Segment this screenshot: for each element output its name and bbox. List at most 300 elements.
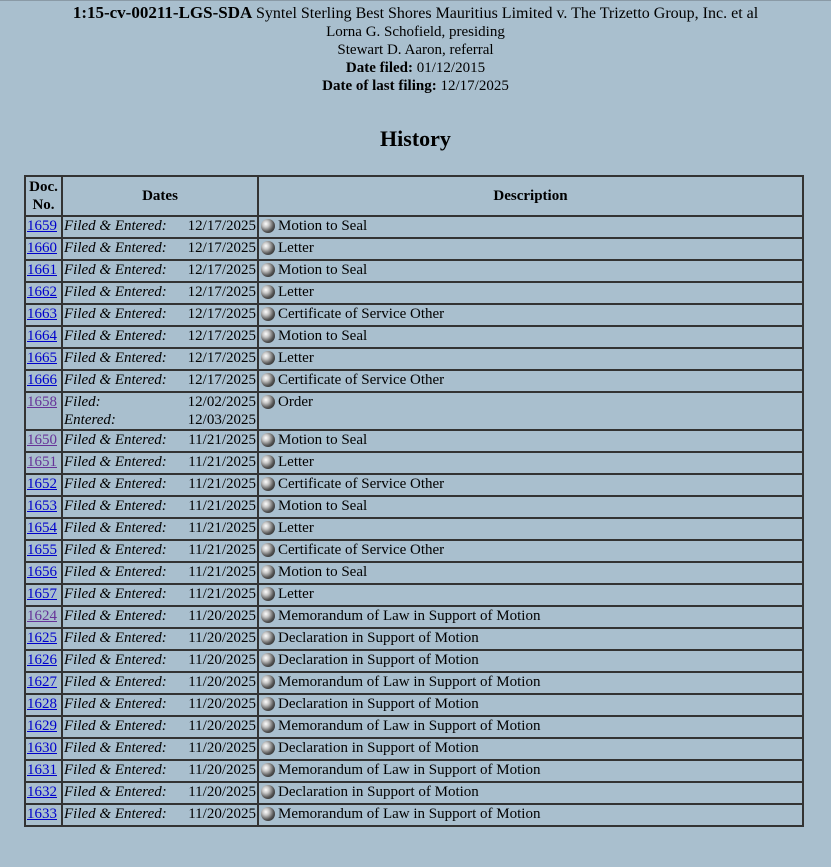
date-value: 12/17/2025 [187,350,256,366]
date-line [64,695,256,713]
doc-number-cell [25,782,62,804]
date-label: Filed & Entered: [64,740,167,756]
doc-number-cell [25,540,62,562]
date-value: 11/21/2025 [188,432,256,448]
table-row [25,216,803,238]
date-line [64,431,256,449]
dates-cell [62,304,258,326]
description-text: Declaration in Support of Motion [278,696,479,712]
date-value: 12/17/2025 [187,284,256,300]
doc-number-cell [25,392,62,430]
description-text: Letter [278,454,314,470]
header-description: Description [258,176,803,216]
dates-cell [62,628,258,650]
description-cell [258,672,803,694]
description-cell [258,348,803,370]
dates-cell [62,672,258,694]
globe-icon[interactable] [261,675,275,689]
dates-cell [62,738,258,760]
doc-number-link[interactable]: 1664 [27,328,57,344]
dates-cell [62,260,258,282]
header-doc-no-line1: Doc. [29,179,58,195]
doc-number-link[interactable]: 1632 [27,784,57,800]
description-text: Declaration in Support of Motion [278,784,479,800]
table-row [25,562,803,584]
doc-number-link[interactable]: 1627 [27,674,57,690]
doc-number-cell [25,694,62,716]
date-line [64,805,256,823]
date-label: Filed & Entered: [64,564,167,580]
date-label: Filed & Entered: [64,806,167,822]
date-filed-label: Date filed: [345,60,413,76]
doc-number-link[interactable]: 1625 [27,630,57,646]
date-value: 12/17/2025 [187,218,256,234]
description-cell [258,282,803,304]
description-cell [258,496,803,518]
globe-icon[interactable] [261,351,275,365]
doc-number-cell [25,672,62,694]
table-row [25,326,803,348]
date-label: Filed: [64,394,101,410]
history-heading: History [380,126,451,151]
doc-number-cell [25,606,62,628]
doc-number-link[interactable]: 1652 [27,476,57,492]
table-row [25,430,803,452]
description-text: Declaration in Support of Motion [278,740,479,756]
description-text: Certificate of Service Other [278,476,445,492]
description-cell [258,650,803,672]
doc-number-cell [25,238,62,260]
date-value: 11/21/2025 [188,454,256,470]
description-cell [258,782,803,804]
doc-number-link[interactable]: 1630 [27,740,57,756]
table-row [25,348,803,370]
date-value: 11/20/2025 [188,630,256,646]
globe-icon[interactable] [261,763,275,777]
description-content [260,283,801,301]
description-content [260,349,801,367]
doc-number-link[interactable]: 1660 [27,240,57,256]
description-cell [258,562,803,584]
date-line [64,783,256,801]
description-text: Letter [278,520,314,536]
date-line [64,607,256,625]
date-value: 11/20/2025 [188,806,256,822]
date-line [64,239,256,257]
table-row [25,496,803,518]
table-row [25,628,803,650]
date-value: 11/20/2025 [188,784,256,800]
globe-icon[interactable] [261,609,275,623]
date-label: Filed & Entered: [64,372,167,388]
globe-icon[interactable] [261,219,275,233]
date-label: Filed & Entered: [64,218,167,234]
dates-cell [62,216,258,238]
dates-cell [62,804,258,826]
table-row [25,738,803,760]
date-label: Filed & Entered: [64,630,167,646]
date-line [64,761,256,779]
dates-cell [62,452,258,474]
doc-number-link[interactable]: 1650 [27,432,57,448]
doc-number-link[interactable]: 1662 [27,284,57,300]
description-content [260,717,801,735]
globe-icon[interactable] [261,785,275,799]
dates-cell [62,606,258,628]
doc-number-link[interactable]: 1624 [27,608,57,624]
table-row [25,782,803,804]
date-line [64,629,256,647]
description-cell [258,238,803,260]
date-label: Filed & Entered: [64,476,167,492]
doc-number-cell [25,260,62,282]
date-line [64,563,256,581]
date-last-filing-value: 12/17/2025 [440,78,509,94]
doc-number-cell [25,326,62,348]
doc-number-cell [25,348,62,370]
description-content [260,475,801,493]
date-value: 12/02/2025 [187,394,256,410]
dates-cell [62,326,258,348]
case-line [0,4,831,23]
doc-number-link[interactable]: 1653 [27,498,57,514]
case-number: 1:15-cv-00211-LGS-SDA [72,3,253,22]
date-label: Entered: [64,412,116,428]
header-doc-no [25,176,62,216]
header-dates: Dates [62,176,258,216]
doc-number-link[interactable]: 1626 [27,652,57,668]
date-label: Filed & Entered: [64,542,167,558]
docket-table [24,175,804,827]
date-label: Filed & Entered: [64,306,167,322]
description-text: Motion to Seal [278,328,368,344]
description-text: Motion to Seal [278,262,368,278]
doc-number-link[interactable]: 1655 [27,542,57,558]
description-cell [258,540,803,562]
dates-cell [62,694,258,716]
doc-number-link[interactable]: 1659 [27,218,57,234]
date-line [64,453,256,471]
date-line [64,393,256,411]
doc-number-link[interactable]: 1631 [27,762,57,778]
date-label: Filed & Entered: [64,328,167,344]
date-value: 12/17/2025 [187,328,256,344]
doc-number-link[interactable]: 1656 [27,564,57,580]
doc-number-link[interactable]: 1651 [27,454,57,470]
description-content [260,519,801,537]
doc-number-cell [25,518,62,540]
description-cell [258,584,803,606]
doc-number-cell [25,370,62,392]
globe-icon[interactable] [261,741,275,755]
presiding-judge: Lorna G. Schofield, presiding [326,24,505,40]
table-row [25,260,803,282]
globe-icon[interactable] [261,697,275,711]
description-cell [258,216,803,238]
date-label: Filed & Entered: [64,762,167,778]
case-header [0,1,831,95]
globe-icon[interactable] [261,329,275,343]
doc-number-link[interactable]: 1629 [27,718,57,734]
date-value: 11/21/2025 [188,542,256,558]
doc-number-cell [25,282,62,304]
table-row [25,694,803,716]
table-row [25,606,803,628]
globe-icon[interactable] [261,499,275,513]
dates-cell [62,348,258,370]
table-row [25,804,803,826]
date-label: Filed & Entered: [64,498,167,514]
date-last-filing-label: Date of last filing: [322,78,437,94]
date-label: Filed & Entered: [64,696,167,712]
doc-number-cell [25,304,62,326]
description-text: Declaration in Support of Motion [278,630,479,646]
date-value: 11/20/2025 [188,696,256,712]
docket-body [25,216,803,826]
date-last-filing [0,77,831,95]
date-label: Filed & Entered: [64,240,167,256]
description-text: Letter [278,284,314,300]
table-row [25,474,803,496]
globe-icon[interactable] [261,631,275,645]
date-line [64,585,256,603]
doc-number-link[interactable]: 1666 [27,372,57,388]
table-row [25,518,803,540]
date-label: Filed & Entered: [64,432,167,448]
description-content [260,431,801,449]
date-line [64,349,256,367]
description-text: Memorandum of Law in Support of Motion [278,674,541,690]
table-row [25,760,803,782]
date-value: 11/20/2025 [188,652,256,668]
doc-number-cell [25,650,62,672]
doc-number-link[interactable]: 1658 [27,394,57,410]
description-content [260,305,801,323]
globe-icon[interactable] [261,565,275,579]
description-text: Motion to Seal [278,564,368,580]
table-header-row [25,176,803,216]
globe-icon[interactable] [261,719,275,733]
globe-icon[interactable] [261,653,275,667]
description-text: Certificate of Service Other [278,306,445,322]
date-line [64,739,256,757]
date-label: Filed & Entered: [64,674,167,690]
date-line [64,217,256,235]
description-content [260,239,801,257]
doc-number-cell [25,804,62,826]
date-label: Filed & Entered: [64,262,167,278]
date-label: Filed & Entered: [64,608,167,624]
dates-cell [62,518,258,540]
description-text: Letter [278,350,314,366]
date-value: 11/21/2025 [188,520,256,536]
dates-cell [62,238,258,260]
description-text: Order [278,394,313,410]
dates-cell [62,392,258,430]
date-line [64,475,256,493]
date-value: 12/17/2025 [187,262,256,278]
doc-number-link[interactable]: 1661 [27,262,57,278]
description-content [260,783,801,801]
table-row [25,540,803,562]
description-cell [258,628,803,650]
table-row [25,716,803,738]
description-cell [258,304,803,326]
date-value: 11/21/2025 [188,498,256,514]
date-label: Filed & Entered: [64,284,167,300]
date-label: Filed & Entered: [64,586,167,602]
description-content [260,497,801,515]
globe-icon[interactable] [261,263,275,277]
table-row [25,672,803,694]
table-row [25,584,803,606]
doc-number-cell [25,584,62,606]
description-content [260,695,801,713]
globe-icon[interactable] [261,543,275,557]
date-line [64,327,256,345]
globe-icon[interactable] [261,521,275,535]
doc-number-cell [25,738,62,760]
date-line [64,283,256,301]
description-cell [258,370,803,392]
doc-number-link[interactable]: 1665 [27,350,57,366]
dates-cell [62,496,258,518]
date-label: Filed & Entered: [64,784,167,800]
date-value: 11/21/2025 [188,564,256,580]
date-value: 12/03/2025 [187,412,256,428]
description-content [260,585,801,603]
globe-icon[interactable] [261,285,275,299]
description-text: Letter [278,586,314,602]
date-line [64,497,256,515]
description-content [260,453,801,471]
description-content [260,673,801,691]
date-label: Filed & Entered: [64,350,167,366]
description-content [260,607,801,625]
globe-icon[interactable] [261,241,275,255]
table-row [25,238,803,260]
dates-cell [62,370,258,392]
globe-icon[interactable] [261,433,275,447]
doc-number-cell [25,628,62,650]
date-value: 11/20/2025 [188,740,256,756]
description-content [260,761,801,779]
doc-number-cell [25,452,62,474]
doc-number-cell [25,496,62,518]
date-line [64,651,256,669]
globe-icon[interactable] [261,373,275,387]
description-text: Memorandum of Law in Support of Motion [278,806,541,822]
globe-icon[interactable] [261,477,275,491]
date-value: 11/21/2025 [188,476,256,492]
doc-number-link[interactable]: 1654 [27,520,57,536]
description-cell [258,804,803,826]
description-content [260,327,801,345]
description-content [260,629,801,647]
date-value: 11/20/2025 [188,674,256,690]
date-line [64,261,256,279]
doc-number-link[interactable]: 1633 [27,806,57,822]
description-cell [258,452,803,474]
date-line [64,371,256,389]
description-content [260,563,801,581]
date-value: 11/20/2025 [188,608,256,624]
description-cell [258,716,803,738]
description-content [260,393,801,411]
description-cell [258,260,803,282]
description-text: Memorandum of Law in Support of Motion [278,762,541,778]
description-cell [258,392,803,430]
referral-judge: Stewart D. Aaron, referral [337,42,494,58]
description-content [260,371,801,389]
dates-cell [62,282,258,304]
table-row [25,650,803,672]
table-row [25,282,803,304]
description-text: Motion to Seal [278,432,368,448]
doc-number-cell [25,216,62,238]
date-line [64,519,256,537]
date-value: 11/20/2025 [188,718,256,734]
doc-number-cell [25,716,62,738]
dates-cell [62,760,258,782]
date-line [64,673,256,691]
globe-icon[interactable] [261,807,275,821]
date-filed-value: 01/12/2015 [416,60,486,76]
description-cell [258,430,803,452]
doc-number-cell [25,760,62,782]
date-line [64,305,256,323]
table-row [25,304,803,326]
description-content [260,217,801,235]
description-content [260,805,801,823]
doc-number-link[interactable]: 1657 [27,586,57,602]
dates-cell [62,562,258,584]
description-cell [258,738,803,760]
date-filed [0,59,831,77]
case-title: Syntel Sterling Best Shores Mauritius Limited v. The Trizetto Group, Inc. et al [256,5,759,22]
description-cell [258,606,803,628]
doc-number-cell [25,474,62,496]
description-cell [258,694,803,716]
doc-number-link[interactable]: 1628 [27,696,57,712]
description-text: Certificate of Service Other [278,542,445,558]
description-text: Certificate of Service Other [278,372,445,388]
description-text: Motion to Seal [278,498,368,514]
date-value: 11/21/2025 [188,586,256,602]
description-content [260,651,801,669]
date-label: Filed & Entered: [64,454,167,470]
dates-cell [62,540,258,562]
globe-icon[interactable] [261,587,275,601]
description-cell [258,326,803,348]
dates-cell [62,716,258,738]
dates-cell [62,584,258,606]
globe-icon[interactable] [261,395,275,409]
dates-cell [62,474,258,496]
doc-number-link[interactable]: 1663 [27,306,57,322]
description-content [260,261,801,279]
globe-icon[interactable] [261,307,275,321]
date-line [64,411,256,429]
date-value: 12/17/2025 [187,240,256,256]
doc-number-cell [25,562,62,584]
date-value: 11/20/2025 [188,762,256,778]
globe-icon[interactable] [261,455,275,469]
description-cell [258,518,803,540]
date-label: Filed & Entered: [64,652,167,668]
description-cell [258,760,803,782]
date-value: 12/17/2025 [187,372,256,388]
